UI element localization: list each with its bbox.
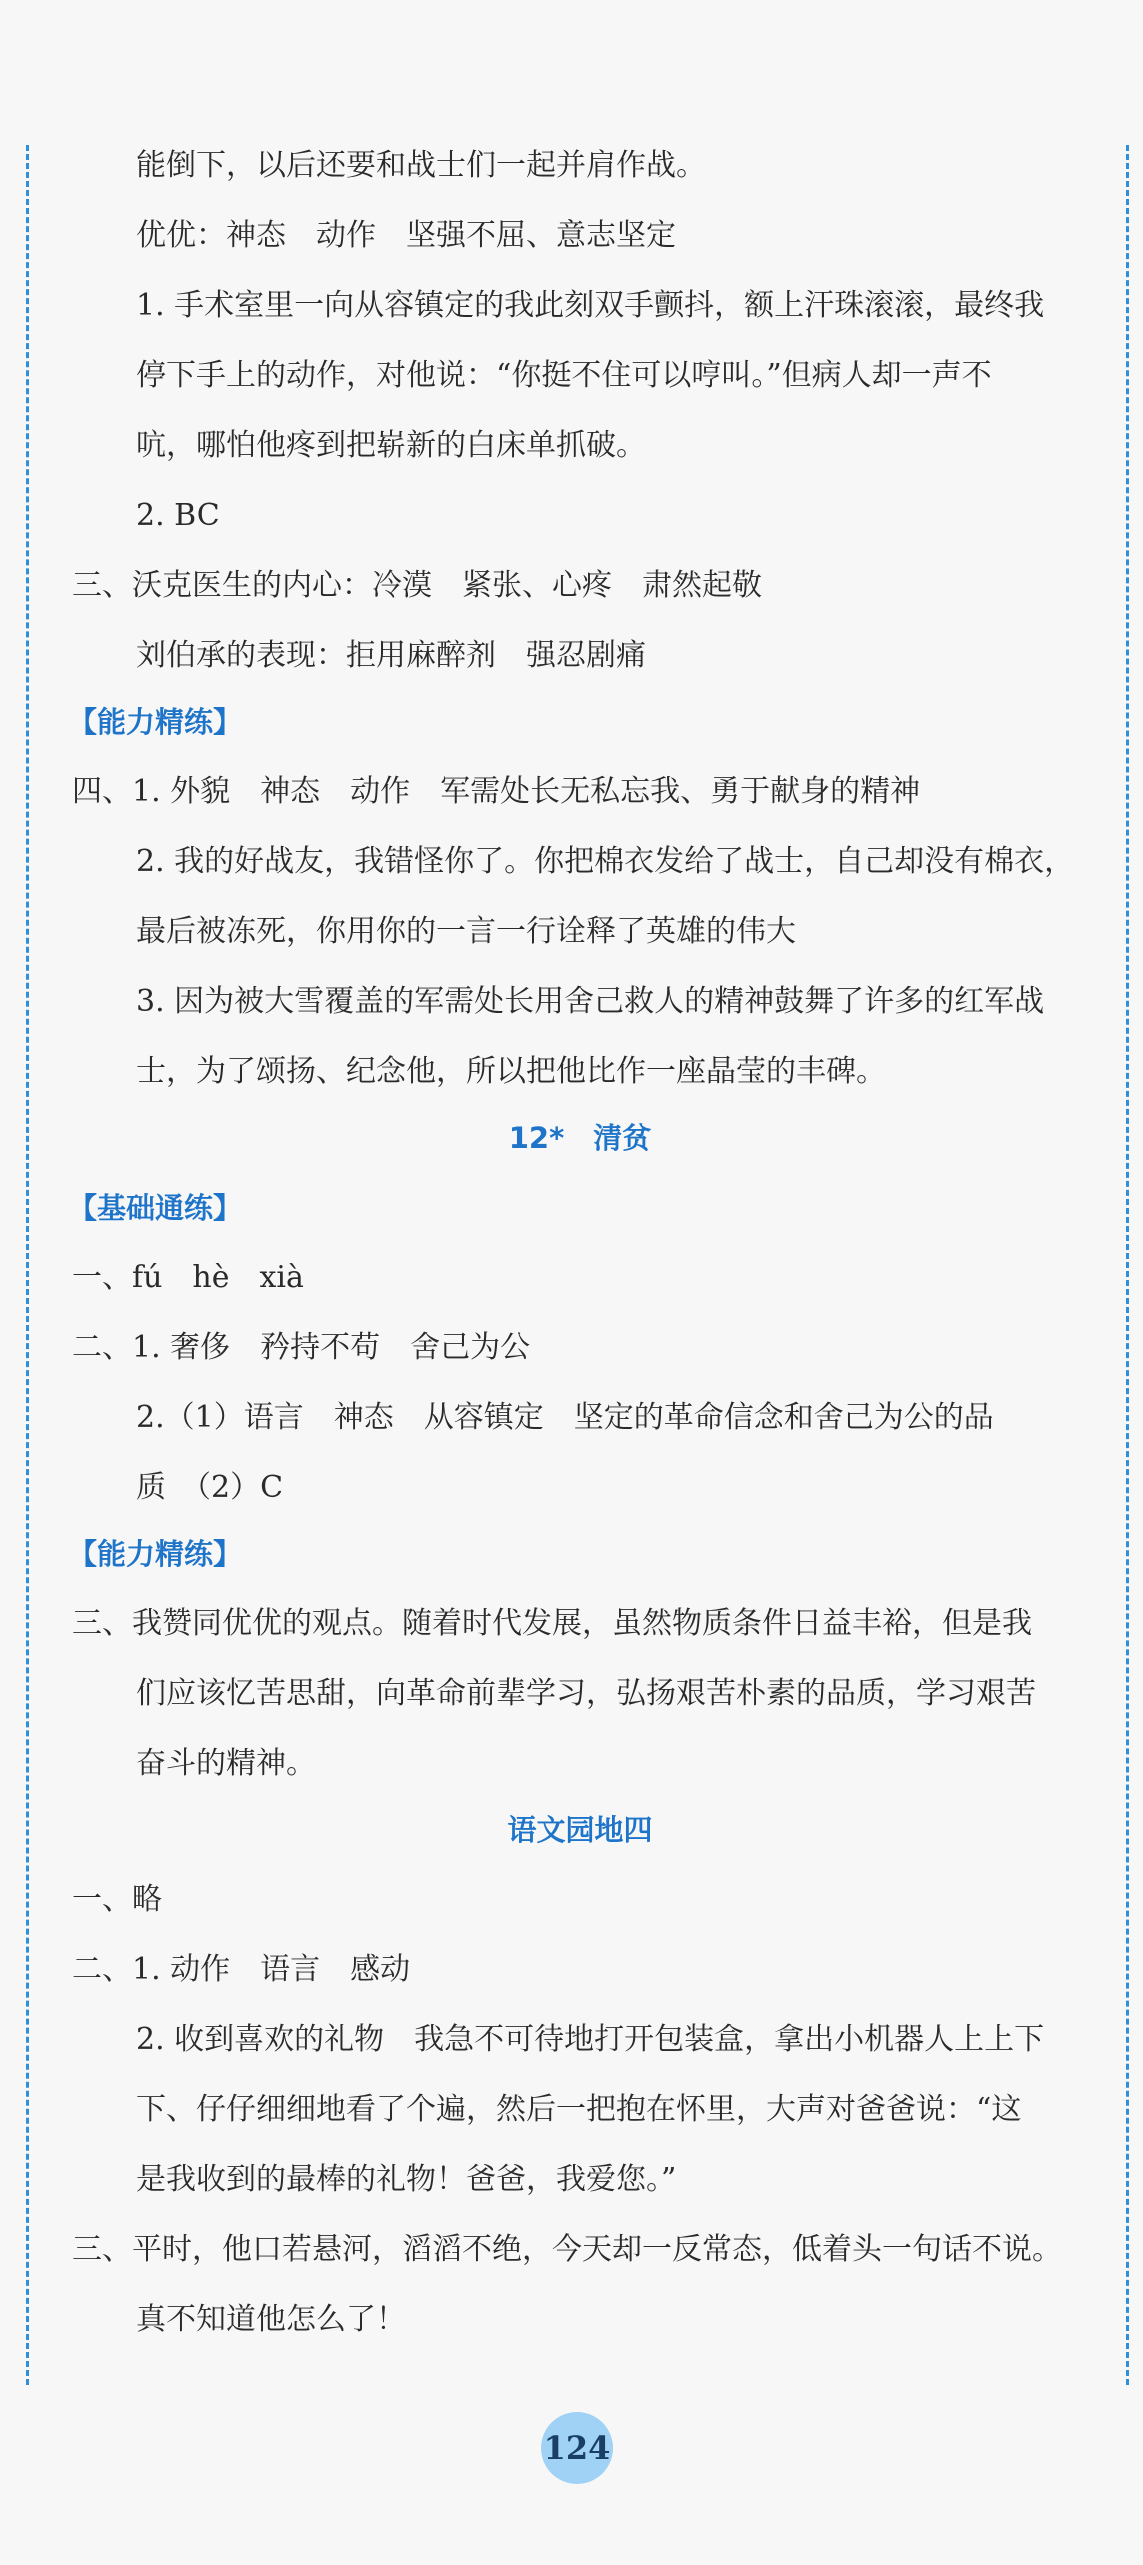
text-line: 3. 因为被大雪覆盖的军需处长用舍己救人的精神鼓舞了许多的红军战	[136, 984, 1045, 1019]
text-line: 一、fú hè xià	[72, 1260, 304, 1295]
page-number-badge: 124	[541, 2412, 613, 2484]
text-line: 2. 收到喜欢的礼物 我急不可待地打开包装盒，拿出小机器人上上下	[136, 2022, 1045, 2057]
text-line: 质 （2）C	[136, 1470, 284, 1505]
text-line: 奋斗的精神。	[136, 1746, 316, 1781]
text-line: 吭，哪怕他疼到把崭新的白床单抓破。	[136, 428, 646, 463]
text-line: 能倒下，以后还要和战士们一起并肩作战。	[136, 148, 706, 183]
chapter-title: 12* 清贫	[508, 1121, 652, 1155]
text-line: 停下手上的动作，对他说：“你挺不住可以哼叫。”但病人却一声不	[136, 358, 992, 393]
text-line: 2. 我的好战友，我错怪你了。你把棉衣发给了战士，自己却没有棉衣，	[136, 844, 1075, 879]
text-line: 刘伯承的表现：拒用麻醉剂 强忍剧痛	[136, 638, 646, 673]
text-line: 1. 手术室里一向从容镇定的我此刻双手颤抖，额上汗珠滚滚，最终我	[136, 288, 1045, 323]
section-heading: 【能力精练】	[68, 1537, 243, 1571]
text-line: 们应该忆苦思甜，向革命前辈学习，弘扬艰苦朴素的品质，学习艰苦	[136, 1676, 1036, 1711]
text-line: 2.（1）语言 神态 从容镇定 坚定的革命信念和舍己为公的品	[136, 1400, 994, 1435]
text-line: 二、1. 动作 语言 感动	[72, 1952, 411, 1987]
text-line: 是我收到的最棒的礼物！爸爸，我爱您。”	[136, 2162, 677, 2197]
text-line: 二、1. 奢侈 矜持不苟 舍己为公	[72, 1330, 531, 1365]
text-line: 一、略	[72, 1882, 162, 1917]
text-line: 三、我赞同优优的观点。随着时代发展，虽然物质条件日益丰裕，但是我	[72, 1606, 1032, 1641]
text-line: 士，为了颂扬、纪念他，所以把他比作一座晶莹的丰碑。	[136, 1054, 886, 1089]
text-line: 三、沃克医生的内心：冷漠 紧张、心疼 肃然起敬	[72, 568, 762, 603]
text-line: 最后被冻死，你用你的一言一行诠释了英雄的伟大	[136, 914, 796, 949]
text-line: 2. BC	[136, 498, 220, 533]
text-line: 下、仔仔细细地看了个遍，然后一把抱在怀里，大声对爸爸说：“这	[136, 2092, 1022, 2127]
text-line: 真不知道他怎么了！	[136, 2302, 406, 2337]
text-line: 三、平时，他口若悬河，滔滔不绝，今天却一反常态，低着头一句话不说。	[72, 2232, 1062, 2267]
text-line: 优优：神态 动作 坚强不屈、意志坚定	[136, 218, 676, 253]
section-heading: 【基础通练】	[68, 1191, 243, 1225]
section-heading: 【能力精练】	[68, 705, 243, 739]
text-line: 四、1. 外貌 神态 动作 军需处长无私忘我、勇于献身的精神	[72, 774, 921, 809]
chapter-title: 语文园地四	[507, 1813, 653, 1847]
